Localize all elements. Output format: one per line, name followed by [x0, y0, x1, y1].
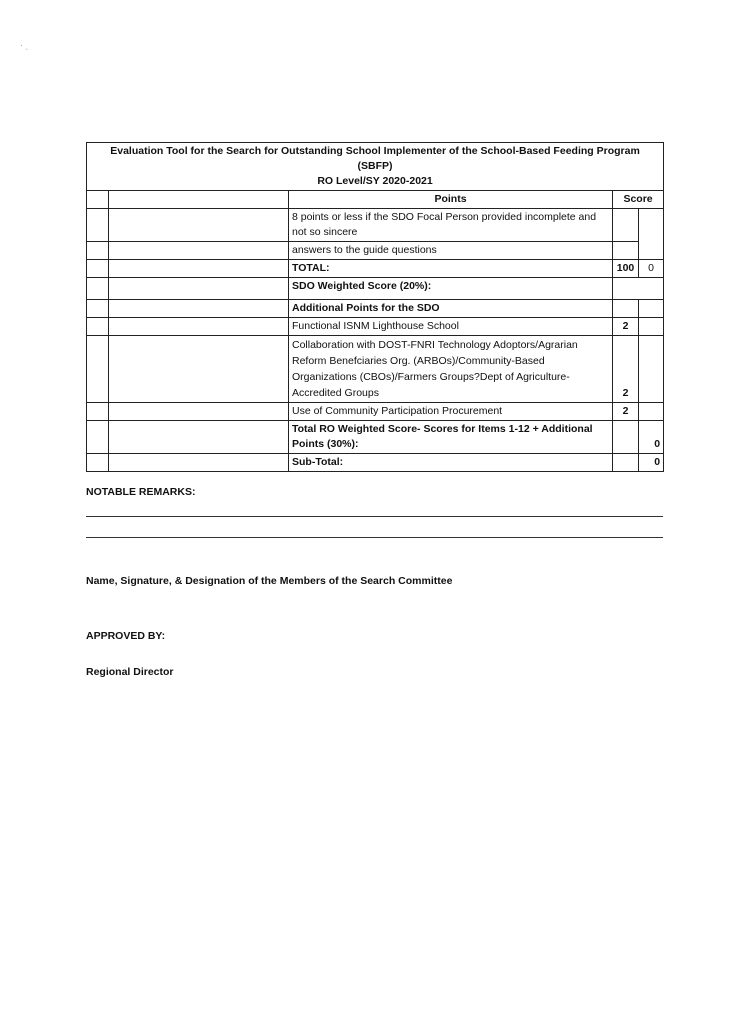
- notable-remarks-label: NOTABLE REMARKS:: [86, 486, 196, 498]
- remarks-line: [86, 516, 663, 517]
- total-score: 0: [639, 260, 664, 278]
- table-row: [87, 209, 664, 242]
- title-line-3: RO Level/SY 2020-2021: [317, 175, 433, 187]
- total-max: 100: [613, 260, 639, 278]
- approved-by-label: APPROVED BY:: [86, 630, 166, 642]
- sdo-weighted-label: SDO Weighted Score (20%):: [289, 278, 613, 300]
- table-row: [87, 318, 664, 336]
- subtotal-label: Sub-Total:: [289, 454, 613, 472]
- table-title: [87, 143, 664, 191]
- total-label: TOTAL:: [289, 260, 613, 278]
- regional-director-label: Regional Director: [86, 666, 174, 678]
- ro-weighted-label: Total RO Weighted Score- Scores for Items 1-12 + Additional Points (30%):: [289, 421, 613, 454]
- sdo-weighted-row: [87, 278, 664, 300]
- subtotal-row: [87, 454, 664, 472]
- item-points: 2: [613, 403, 639, 421]
- header-score: Score: [613, 191, 664, 209]
- item-label: Collaboration with DOST-FNRI Technology Adoptors/Agrarian Reform Benefciaries Org. (ARBOs)/Community-Based Organizations (CBOs)/Farmers Groups?Dept of Agriculture-Accredited Groups: [289, 336, 613, 403]
- subtotal-score: 0: [639, 454, 664, 472]
- additional-points-label: Additional Points for the SDO: [289, 300, 613, 318]
- title-line-1: Evaluation Tool for the Search for Outstanding School Implementer of the School-Based Feeding Program: [110, 145, 640, 157]
- additional-points-row: [87, 300, 664, 318]
- title-line-2: (SBFP): [357, 160, 393, 172]
- incomplete-text: 8 points or less if the SDO Focal Person provided incomplete and not so sincere: [289, 209, 613, 242]
- evaluation-table: [86, 142, 664, 472]
- total-row: [87, 260, 664, 278]
- item-points: 2: [613, 336, 639, 403]
- item-points: 2: [613, 318, 639, 336]
- header-points: Points: [289, 191, 613, 209]
- ro-weighted-score: 0: [639, 421, 664, 454]
- scan-speck: · ˎ: [20, 40, 29, 50]
- table-row: [87, 336, 664, 403]
- remarks-line: [86, 537, 663, 538]
- title-row: [87, 143, 664, 191]
- header-row: [87, 191, 664, 209]
- item-label: Use of Community Participation Procurement: [289, 403, 613, 421]
- ro-weighted-row: [87, 421, 664, 454]
- item-label: Functional ISNM Lighthouse School: [289, 318, 613, 336]
- answers-text: answers to the guide questions: [289, 242, 613, 260]
- table-row: [87, 242, 664, 260]
- table-row: [87, 403, 664, 421]
- committee-label: Name, Signature, & Designation of the Members of the Search Committee: [86, 575, 453, 587]
